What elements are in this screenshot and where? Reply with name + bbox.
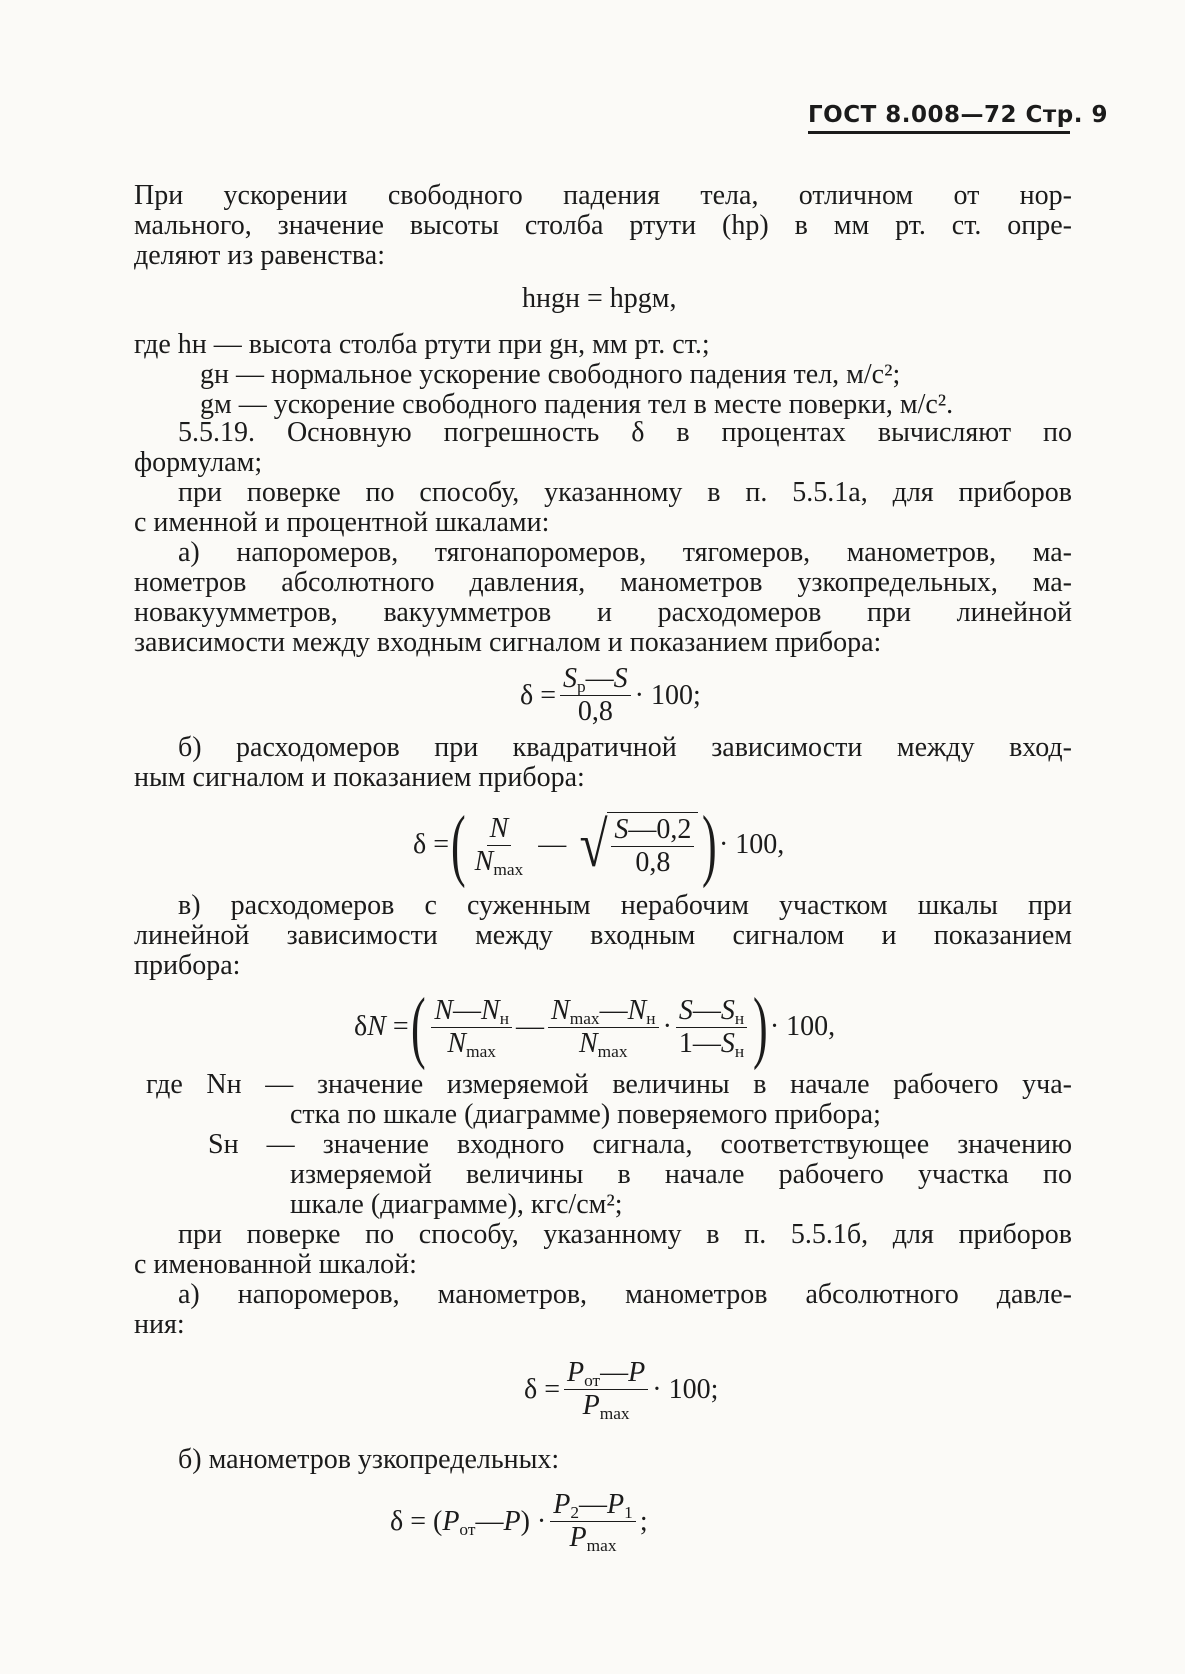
- text-line: формулам;: [134, 447, 263, 478]
- definition-line: стка по шкале (диаграмме) поверяемого прибора;: [290, 1099, 881, 1130]
- section-heading-5-5-19: 5.5.19. Основную погрешность δ в процентах вычисляют по: [178, 417, 1072, 448]
- definition-line: где hн — высота столба ртути при gн, мм рт. ст.;: [134, 329, 710, 360]
- text-line: с именной и процентной шкалами:: [134, 507, 550, 538]
- text-line: мального, значение высоты столба ртути (hр) в мм рт. ст. опре-: [134, 210, 1072, 241]
- text-line: прибора:: [134, 950, 241, 981]
- text-line: зависимости между входным сигналом и показанием прибора:: [134, 627, 882, 658]
- definition-line: где Nн — значение измеряемой величины в начале рабочего уча-: [146, 1069, 1072, 1100]
- formula-delta-narrow-range: $\delta = (P_{от}—P)$ · $\frac{P_2—P_1}{P_{max}}$ ;: [390, 1489, 648, 1555]
- formula-equality: hнgн = hрgм,: [522, 283, 677, 314]
- text-line: с именованной шкалой:: [134, 1249, 417, 1280]
- definition-line: Sн — значение входного сигнала, соответствующее значению: [208, 1129, 1072, 1160]
- text-line: ния:: [134, 1309, 185, 1340]
- list-item-b: б) расходомеров при квадратичной зависимости между вход-: [178, 732, 1072, 763]
- text-line: При ускорении свободного падения тела, отличном от нор-: [134, 180, 1072, 211]
- formula-delta-n: δN = ( $\frac{N—N_н}{N_{max}}$ — $\frac{N_{max}—N_н}{N_{max}}$ · $\frac{S—S_н}{1—S_н}$ ) · 100,: [354, 983, 836, 1071]
- definition-line: шкале (диаграмме), кгс/см²;: [290, 1189, 623, 1220]
- definition-line: измеряемой величины в начале рабочего участка по: [290, 1159, 1072, 1190]
- definition-line: gм — ускорение свободного падения тел в месте поверки, м/с².: [200, 389, 954, 420]
- definition-line: gн — нормальное ускорение свободного падения тел, м/с²;: [200, 359, 901, 390]
- page-header: ГОСТ 8.008—72 Стр. 9: [808, 102, 1070, 134]
- text-line: при поверке по способу, указанному в п. 5.5.1а, для приборов: [178, 477, 1072, 508]
- text-line: при поверке по способу, указанному в п. 5.5.1б, для приборов: [178, 1219, 1072, 1250]
- formula-delta-linear: δ = $\frac{S_р—S}{0,8}$ · 100;: [520, 663, 701, 727]
- formula-delta-pressure: δ = $\frac{P_{от}—P}{P_{max}}$ · 100;: [524, 1357, 719, 1423]
- text-line: новакуумметров, вакуумметров и расходомеров при линейной: [134, 597, 1072, 628]
- text-line: линейной зависимости между входным сигналом и показанием: [134, 920, 1072, 951]
- text-line: деляют из равенства:: [134, 240, 385, 271]
- list-item-b2: б) манометров узкопредельных:: [178, 1444, 560, 1475]
- list-item-v: в) расходомеров с суженным нерабочим участком шкалы при: [178, 890, 1072, 921]
- formula-delta-quadratic: δ = ( $\frac{N}{N_{max}}$ — √ $\frac{S—0,2}{0,8}$ ) · 100,: [413, 801, 785, 889]
- text-line: ным сигналом и показанием прибора:: [134, 762, 585, 793]
- list-item-a: а) напоромеров, тягонапоромеров, тягомеров, манометров, ма-: [178, 537, 1072, 568]
- text-line: нометров абсолютного давления, манометров узкопредельных, ма-: [134, 567, 1072, 598]
- list-item-a2: а) напоромеров, манометров, манометров абсолютного давле-: [178, 1279, 1072, 1310]
